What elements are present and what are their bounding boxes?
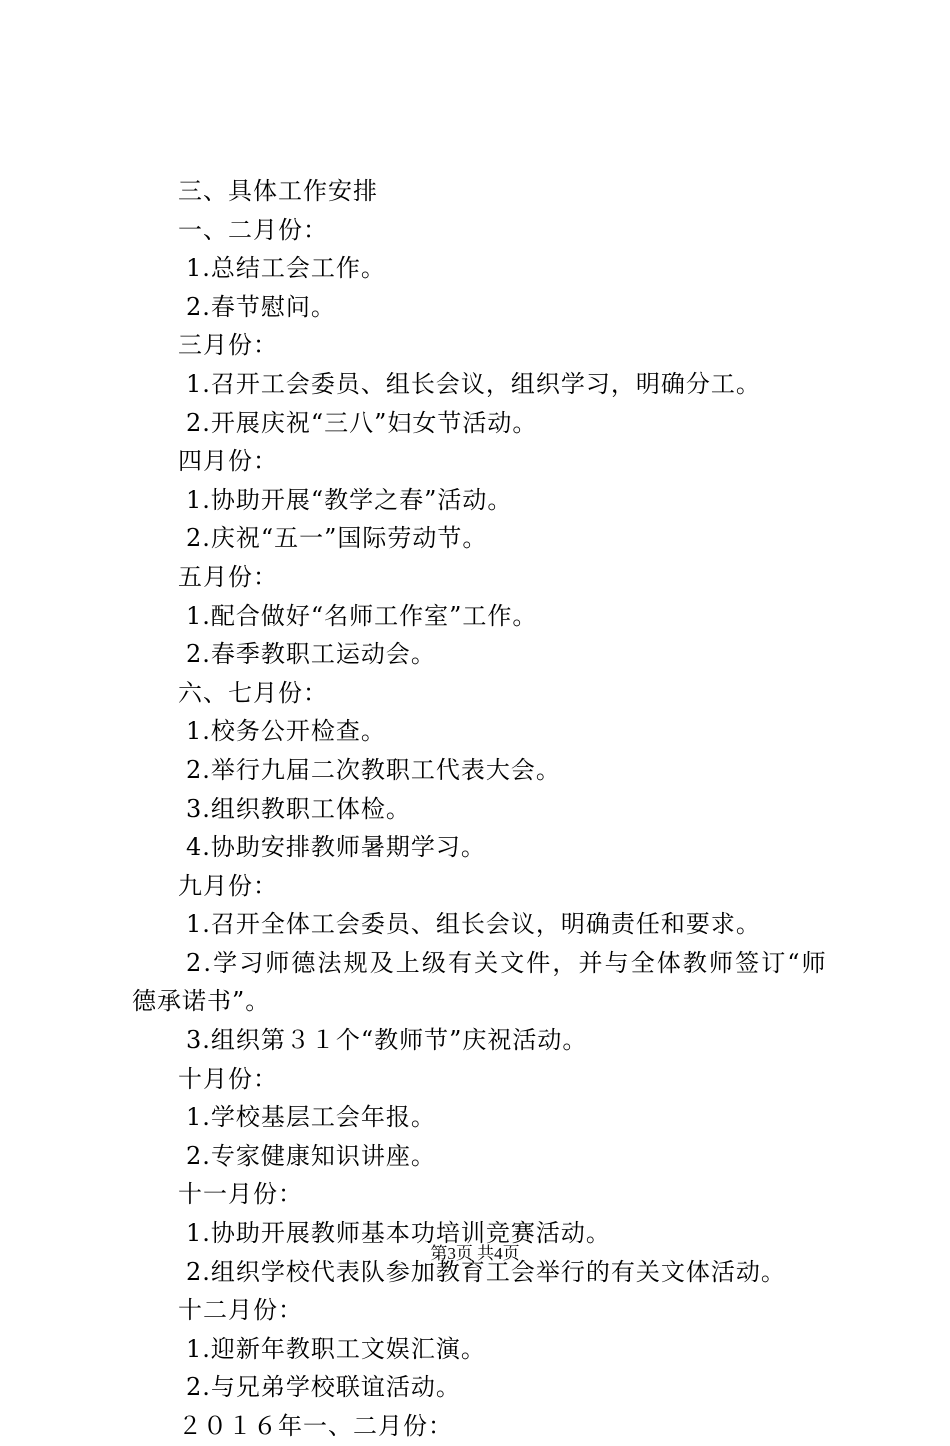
list-item: 4.协助安排教师暑期学习。 [186,833,486,862]
list-item: 2.春节慰问。 [186,292,336,321]
list-item: 1.召开全体工会委员、组长会议，明确责任和要求。 [186,910,761,939]
list-item: 3.组织教职工体检。 [186,794,411,823]
list-item: 2.开展庆祝“三八”妇女节活动。 [186,408,538,437]
list-item: 2.学习师德法规及上级有关文件，并与全体教师签订“师 [186,948,828,977]
page-footer: 第3页 共4页 [430,1244,520,1263]
list-item: 2.与兄弟学校联谊活动。 [186,1373,461,1402]
section-heading: 十月份： [178,1064,278,1093]
list-item: 1.配合做好“名师工作室”工作。 [186,601,538,630]
list-item: 1.召开工会委员、组长会议，组织学习，明确分工。 [186,369,761,398]
list-item: 1.学校基层工会年报。 [186,1103,436,1132]
list-item: 1.迎新年教职工文娱汇演。 [186,1334,486,1363]
list-item: 2.举行九届二次教职工代表大会。 [186,755,561,784]
list-item: 2.组织学校代表队参加教育工会举行的有关文体活动。 [186,1257,786,1286]
list-item: 1.校务公开检查。 [186,717,386,746]
list-item-continuation: 德承诺书”。 [132,987,271,1016]
section-heading: 十二月份： [178,1296,303,1325]
section-heading: 四月份： [178,447,278,476]
list-item: 1.总结工会工作。 [186,254,386,283]
list-item: 2.专家健康知识讲座。 [186,1141,436,1170]
section-heading: 五月份： [178,562,278,591]
section-heading: 三月份： [178,331,278,360]
list-item: 2.春季教职工运动会。 [186,640,436,669]
section-heading: 一、二月份： [178,215,328,244]
list-item: 3.组织第３１个“教师节”庆祝活动。 [186,1026,588,1055]
list-item: 1.协助开展教师基本功培训竞赛活动。 [186,1219,611,1248]
section-heading: ２０１６年一、二月份： [178,1412,453,1440]
list-item: 1.协助开展“教学之春”活动。 [186,485,513,514]
section-heading: 十一月份： [178,1180,303,1209]
section-heading: 三、具体工作安排 [178,177,378,205]
section-heading: 六、七月份： [178,678,328,707]
list-item: 2.庆祝“五一”国际劳动节。 [186,524,488,553]
section-heading: 九月份： [178,871,278,900]
